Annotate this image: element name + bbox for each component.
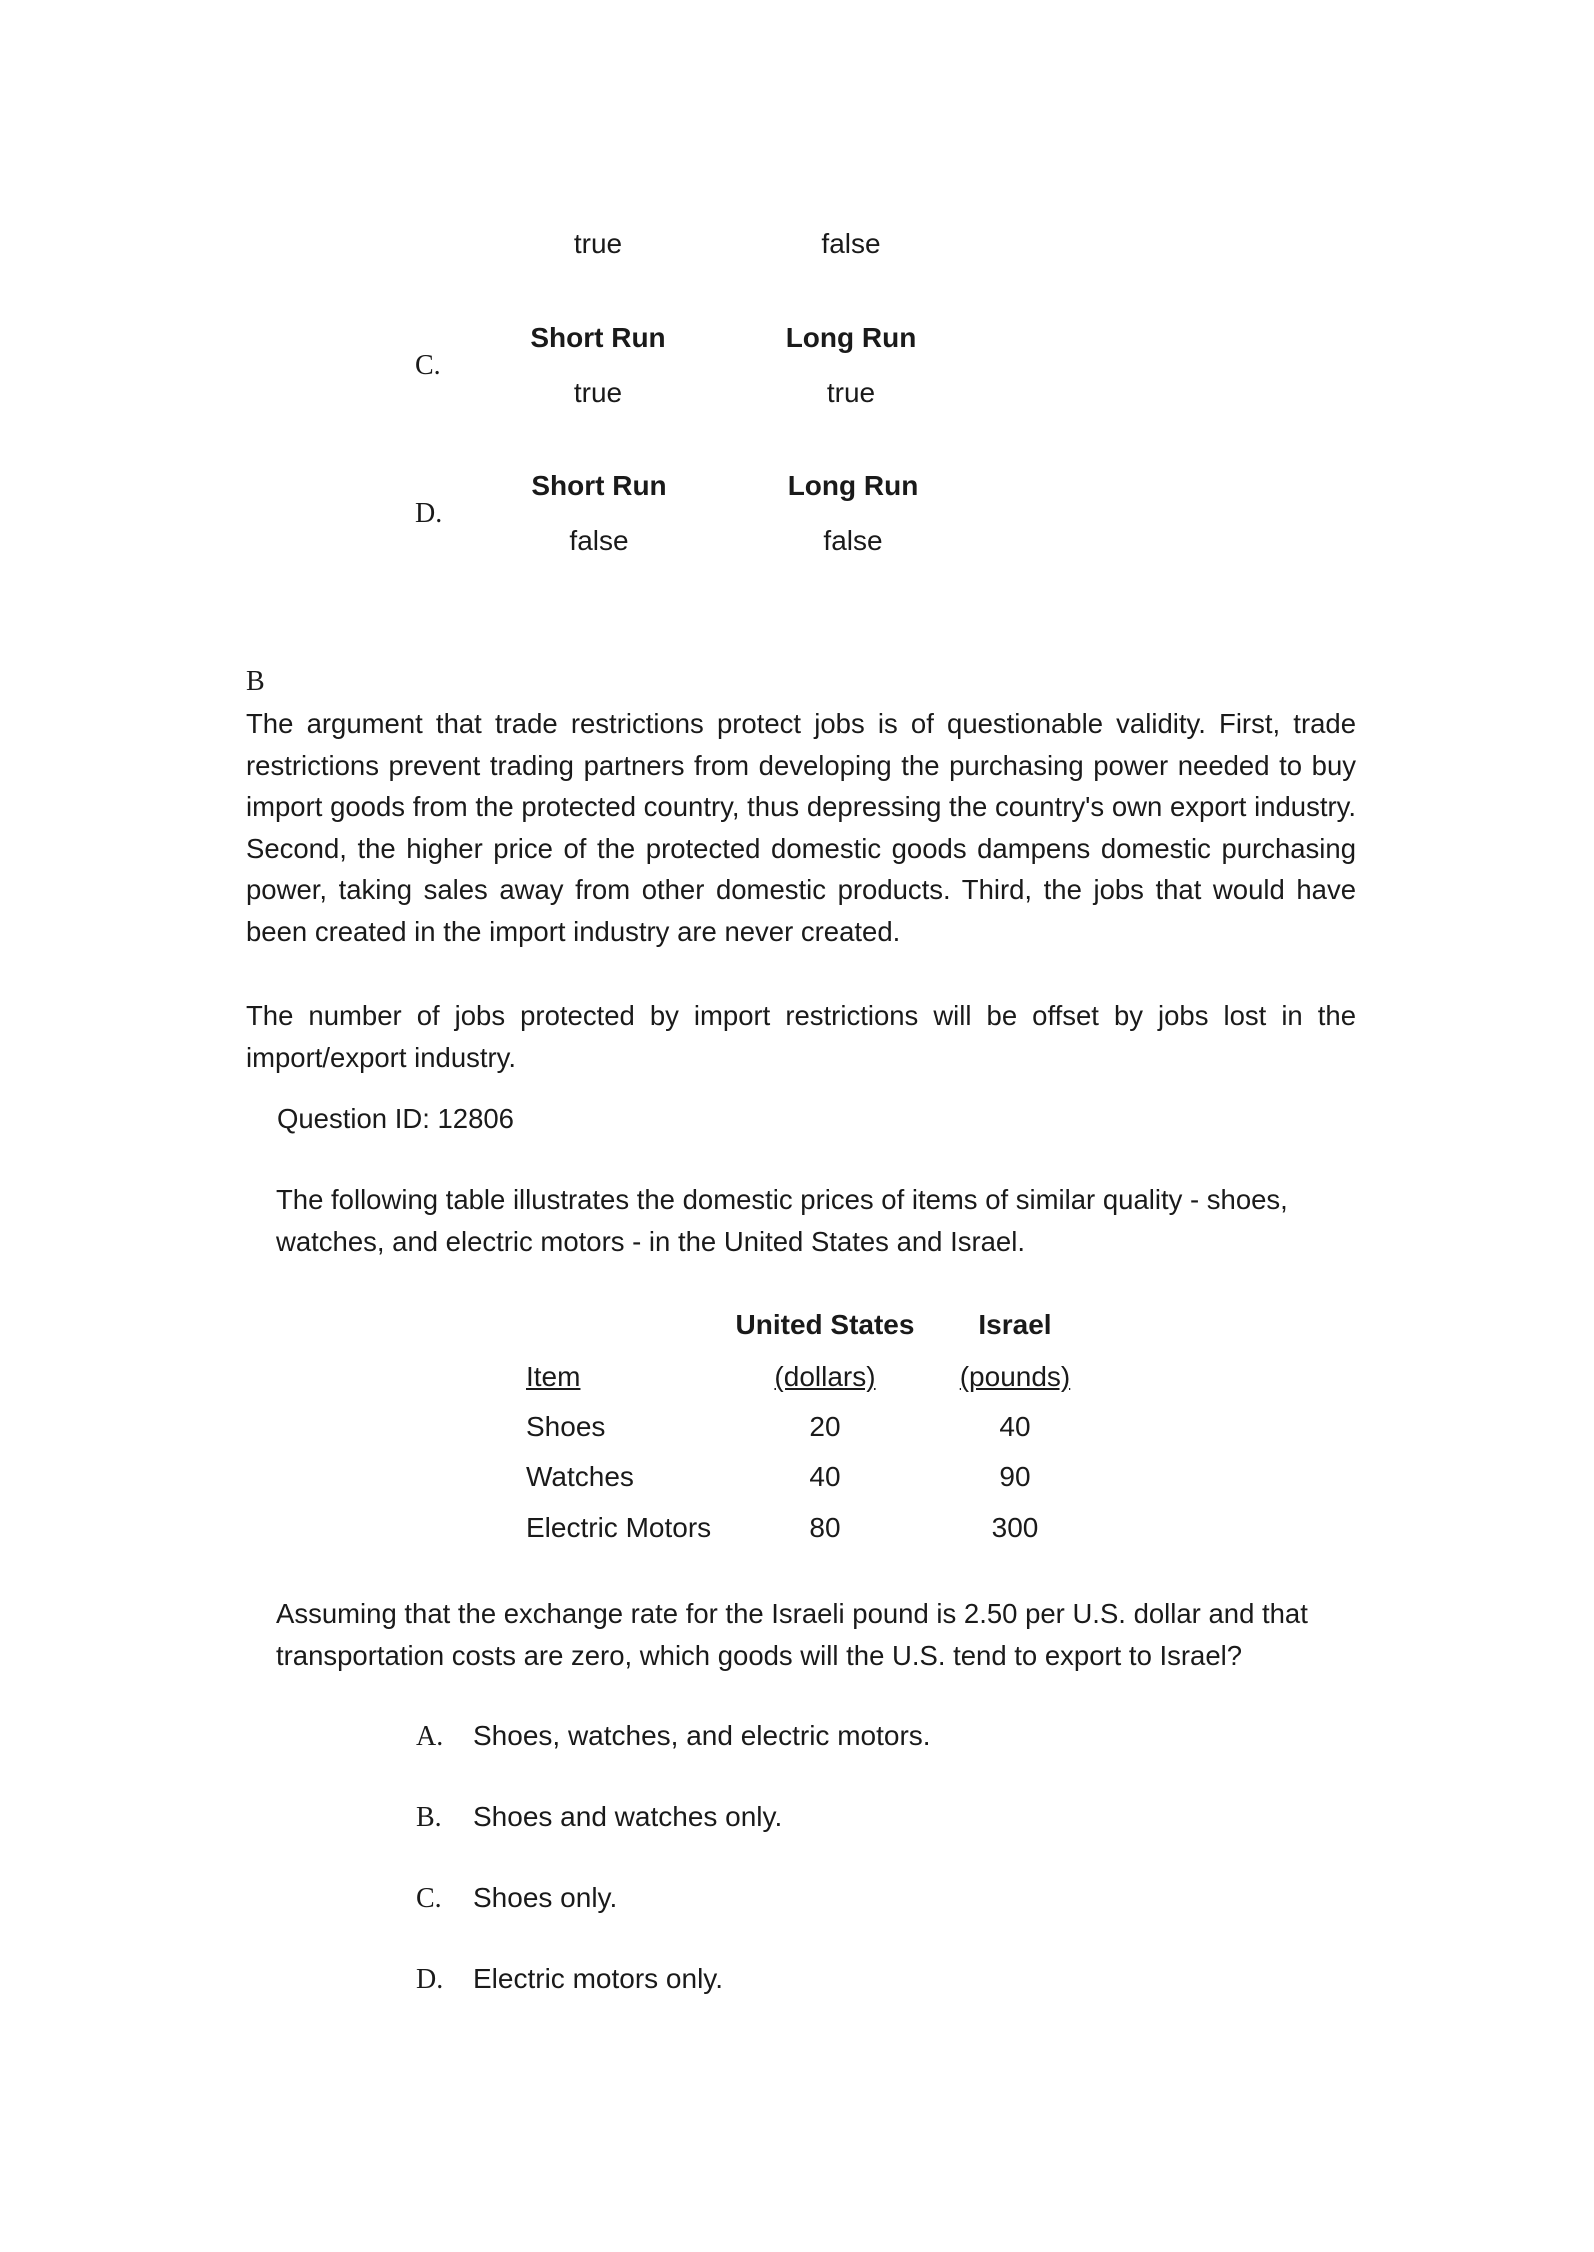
question-prompt: Assuming that the exchange rate for the Israeli pound is 2.50 per U.S. dollar and that transportation costs are zero, which goods will the U.S. tend to export to Israel? xyxy=(276,1598,1308,1671)
table-cell-israel: 40 xyxy=(999,1411,1031,1442)
option-letter: C. xyxy=(416,1883,442,1914)
answer-explanation: The argument that trade restrictions protect jobs is of questionable validity. First, trade restrictions prevent trading partners from developing the purchasing power needed to buy import goods from the protected country, thus depressing the country's own export industry. Second, the higher price of the protected domestic goods dampens domestic purchasing power, taking sales away from other domestic products. Third, the jobs that would have been created in the import industry are never created. xyxy=(246,708,1356,947)
option-c-long-run-header: Long Run xyxy=(785,322,917,353)
option-letter: D. xyxy=(416,1964,444,1995)
option-c-short-run-value: true xyxy=(573,377,623,408)
question-id: Question ID: 12806 xyxy=(277,1103,514,1134)
table-cell-israel: 90 xyxy=(999,1461,1031,1492)
option-letter: B. xyxy=(416,1802,442,1833)
answer-summary: The number of jobs protected by import restrictions will be offset by jobs lost in the import/export industry. xyxy=(246,1000,1356,1073)
table-subheader-item: Item xyxy=(526,1361,581,1392)
table-header-israel: Israel xyxy=(978,1309,1052,1340)
option-text: Electric motors only. xyxy=(473,1963,723,1994)
option-letter: A. xyxy=(416,1721,444,1752)
option-c-letter: C. xyxy=(415,350,441,381)
table-cell-us: 40 xyxy=(809,1461,841,1492)
table-subheader-pounds: (pounds) xyxy=(959,1361,1071,1392)
option-b-long-run-value: false xyxy=(821,228,881,259)
table-row-item: Electric Motors xyxy=(526,1512,712,1543)
table-cell-us: 80 xyxy=(809,1512,841,1543)
option-text: Shoes, watches, and electric motors. xyxy=(473,1720,931,1751)
option-text: Shoes only. xyxy=(473,1882,618,1913)
answer-letter: B xyxy=(246,666,265,697)
option-b-short-run-value: true xyxy=(573,228,623,259)
option-text: Shoes and watches only. xyxy=(473,1801,783,1832)
option-c-short-run-header: Short Run xyxy=(530,322,666,353)
option-d-letter: D. xyxy=(415,498,443,529)
table-row-item: Shoes xyxy=(526,1411,606,1442)
option-d-long-run-value: false xyxy=(823,525,883,556)
table-cell-israel: 300 xyxy=(991,1512,1039,1543)
option-d-short-run-header: Short Run xyxy=(531,470,667,501)
table-cell-us: 20 xyxy=(809,1411,841,1442)
table-header-us: United States xyxy=(735,1309,915,1340)
table-subheader-dollars: (dollars) xyxy=(774,1361,876,1392)
question-intro: The following table illustrates the domestic prices of items of similar quality - shoes, watches, and electric motors - in the United States and Israel. xyxy=(276,1184,1288,1257)
option-c-long-run-value: true xyxy=(826,377,876,408)
table-row-item: Watches xyxy=(526,1461,634,1492)
option-d-short-run-value: false xyxy=(569,525,629,556)
option-d-long-run-header: Long Run xyxy=(787,470,919,501)
